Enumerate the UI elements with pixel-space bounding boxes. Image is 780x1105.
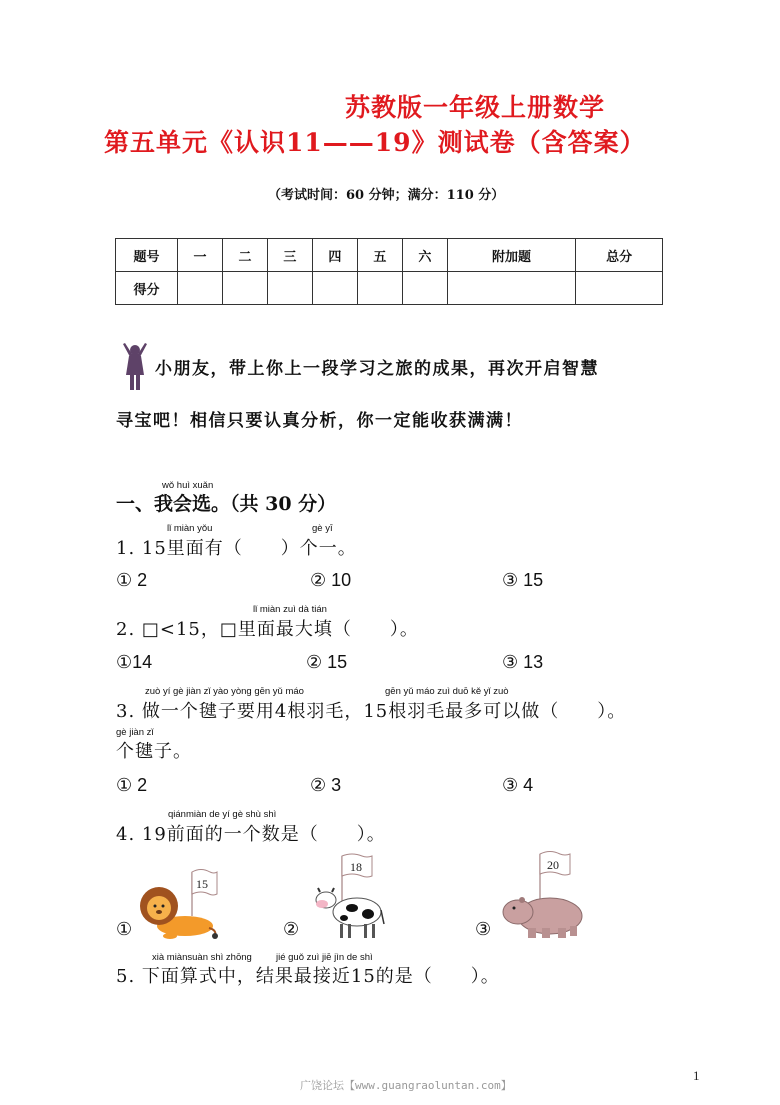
cow-with-flag-18-icon[interactable]: [312, 852, 392, 942]
score-table-header-row: [116, 239, 663, 272]
q1-pinyin-b: gè yī: [312, 523, 333, 534]
hippo-with-flag-20-icon[interactable]: [500, 848, 590, 943]
title-line-1: 苏教版一年级上册数学: [345, 93, 606, 122]
header-cell: 五: [357, 239, 402, 272]
header-cell: 六: [402, 239, 447, 272]
lion-with-flag-15-icon[interactable]: [135, 866, 220, 941]
section1-pinyin: wǒ huì xuǎn: [162, 480, 214, 491]
question-4: 4. 19前面的一个数是（ ）。: [116, 824, 386, 845]
flag-label: 20: [547, 858, 559, 872]
header-cell: 三: [267, 239, 312, 272]
q3-option-3[interactable]: ③ 4: [502, 775, 534, 795]
q4-option-1-marker[interactable]: ①: [116, 919, 133, 939]
score-cell[interactable]: [576, 272, 663, 305]
q3-pinyin-c: gè jiàn zǐ: [116, 727, 154, 738]
score-cell[interactable]: [312, 272, 357, 305]
q1-pinyin-a: lǐ miàn yǒu: [167, 523, 213, 534]
section1-title: 一、我会选。（共 30 分）: [116, 493, 337, 515]
q3-option-1[interactable]: ① 2: [116, 775, 148, 795]
question-1: 1. 15里面有（ ）个一。: [116, 538, 357, 559]
q2-pinyin-a: lǐ miàn zuì dà tián: [253, 604, 327, 615]
q1-option-2[interactable]: ② 10: [310, 570, 352, 590]
header-cell: 附加题: [447, 239, 575, 272]
q3-option-2[interactable]: ② 3: [310, 775, 342, 795]
q4-option-3-marker[interactable]: ③: [475, 919, 492, 939]
q5-pinyin-a: xià miànsuàn shì zhōng: [152, 952, 252, 963]
q2-option-3[interactable]: ③ 13: [502, 652, 544, 672]
q2-option-1[interactable]: ①14: [116, 652, 153, 672]
q5-pinyin-b: jié guǒ zuì jiē jìn de shì: [276, 952, 373, 963]
question-2: 2. □<15，□里面最大填（ ）。: [116, 619, 419, 640]
footer-watermark: 广饶论坛【www.guangraoluntan.com】: [300, 1079, 512, 1092]
question-3: 3. 做一个毽子要用4根羽毛，15根羽毛最多可以做（ ）。: [116, 701, 627, 722]
question-3-cont: 个毽子。: [116, 741, 192, 762]
question-5: 5. 下面算式中，结果最接近15的是（ ）。: [116, 966, 500, 987]
score-cell[interactable]: [447, 272, 575, 305]
score-table: [115, 238, 663, 305]
q4-pinyin-a: qiánmiàn de yí gè shù shì: [168, 809, 277, 820]
header-cell: 题号: [116, 239, 178, 272]
title-line-2: 第五单元《认识11——19》测试卷（含答案）: [104, 128, 646, 157]
header-cell: 总分: [576, 239, 663, 272]
q2-option-2[interactable]: ② 15: [306, 652, 348, 672]
q1-option-3[interactable]: ③ 15: [502, 570, 544, 590]
score-cell[interactable]: [402, 272, 447, 305]
q3-pinyin-b: gēn yǔ máo zuì duō kě yǐ zuò: [385, 686, 509, 697]
q4-option-2-marker[interactable]: ②: [283, 919, 300, 939]
score-cell[interactable]: [267, 272, 312, 305]
score-cell[interactable]: [178, 272, 223, 305]
cheering-child-icon: [120, 343, 150, 391]
header-cell: 四: [312, 239, 357, 272]
score-row-label: 得分: [116, 272, 178, 305]
page-number: 1: [693, 1068, 700, 1083]
q3-pinyin-a: zuò yí gè jiàn zǐ yào yòng gēn yǔ máo: [145, 686, 304, 697]
header-cell: 二: [222, 239, 267, 272]
flag-label: 18: [350, 860, 362, 874]
intro-line-2: 寻宝吧！相信只要认真分析，你一定能收获满满！: [116, 411, 523, 431]
score-table-score-row: [116, 272, 663, 305]
score-cell[interactable]: [357, 272, 402, 305]
flag-label: 15: [196, 877, 208, 891]
exam-info: （考试时间：60 分钟；满分：110 分）: [268, 188, 505, 203]
q1-option-1[interactable]: ① 2: [116, 570, 148, 590]
intro-line-1: 小朋友，带上你上一段学习之旅的成果，再次开启智慧: [155, 359, 599, 379]
score-cell[interactable]: [222, 272, 267, 305]
header-cell: 一: [178, 239, 223, 272]
